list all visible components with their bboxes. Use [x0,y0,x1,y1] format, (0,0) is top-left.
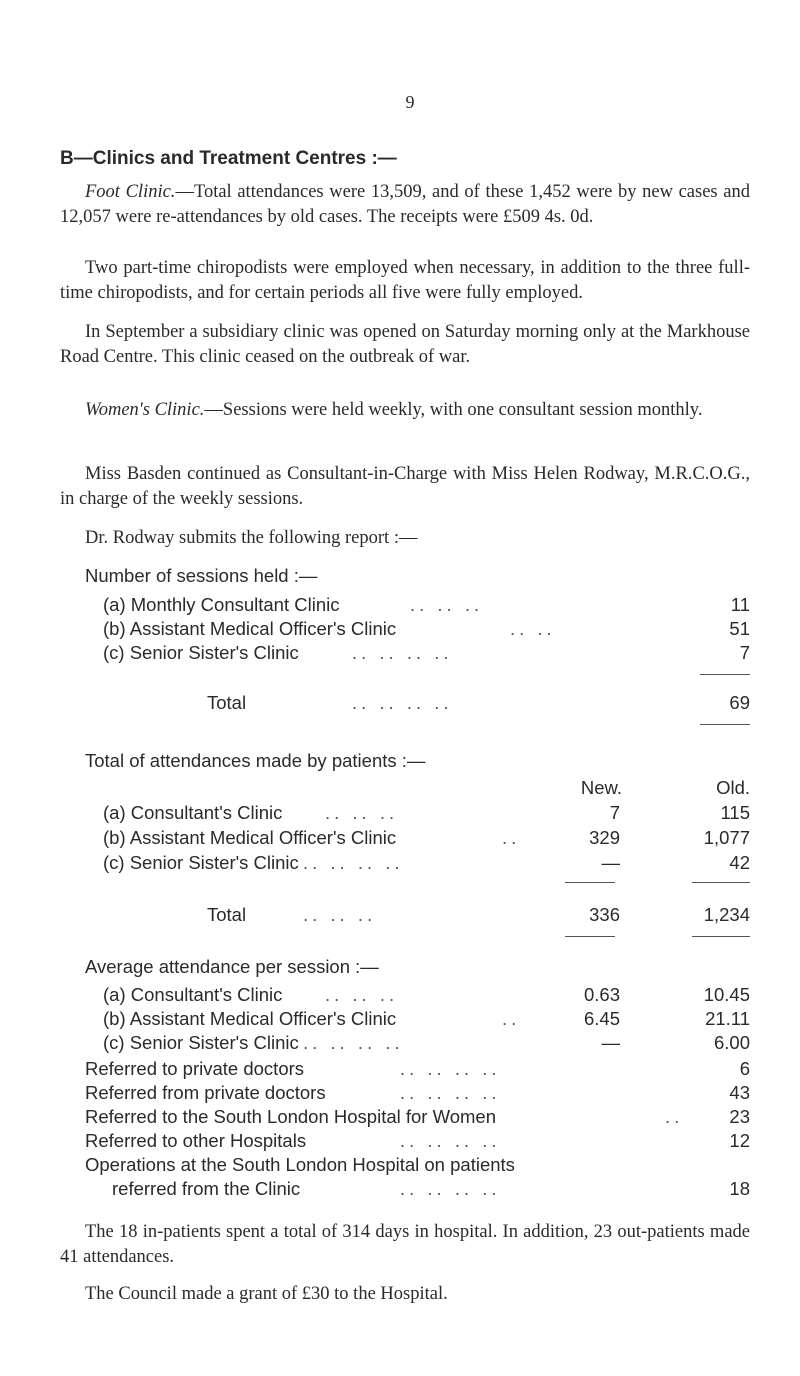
section-heading: B—Clinics and Treatment Centres :— [60,148,397,169]
referral-label: Referred to private doctors [85,1058,305,1079]
average-old-value: 21.11 [705,1008,750,1029]
referral-row [60,1106,750,1131]
leader-dots: .. .. .. .. [352,692,453,713]
sum-rule [700,674,750,675]
sessions-row-value: 11 [730,594,750,615]
average-row [60,1008,750,1033]
attendances-header-row [60,777,750,802]
womens-clinic-title: Women's Clinic. [85,400,205,420]
leader-dots: .. .. .. [325,984,399,1005]
column-new-header: New. [580,777,622,798]
sessions-row-value: 7 [739,642,750,663]
attendances-title: Total of attendances made by patients :— [85,750,426,771]
subsidiary-clinic-paragraph: In September a subsidiary clinic was opened on Saturday morning only at the Markhouse Road Centre. This clinic ceased on the outbreak of war. [60,322,750,367]
leader-dots: .. .. .. .. [400,1178,501,1199]
operations-label-line1: Operations at the South London Hospital on patients [85,1154,515,1175]
referral-row [60,1130,750,1155]
attendances-old-value: 115 [720,802,750,823]
operations-row-line1 [60,1154,750,1179]
sessions-row-value: 51 [729,618,750,639]
sessions-row [60,642,750,667]
average-title: Average attendance per session :— [85,956,379,977]
referral-value: 12 [729,1130,750,1151]
average-row-label: (a) Consultant's Clinic [103,984,283,1005]
sessions-row-label: (a) Monthly Consultant Clinic [103,594,340,615]
consultant-paragraph: Miss Basden continued as Consultant-in-Charge with Miss Helen Rodway, M.R.C.O.G., in charge of the weekly sessions. [60,464,750,509]
referral-label: Referred from private doctors [85,1082,326,1103]
attendances-row-label: (c) Senior Sister's Clinic [103,852,299,873]
attendances-new-value: 329 [589,827,620,848]
attendances-total-label: Total [207,904,247,925]
report-intro: Dr. Rodway submits the following report :— [85,528,418,548]
referral-row [60,1058,750,1083]
referral-label: Referred to the South London Hospital for Women [85,1106,497,1127]
inpatients-paragraph: The 18 in-patients spent a total of 314 days in hospital. In addition, 23 out-patients made 41 attendances. [60,1222,750,1267]
operations-value: 18 [729,1178,750,1199]
average-row [60,984,750,1009]
leader-dots: .. [502,827,521,848]
leader-dots: .. .. [510,618,556,639]
sessions-row-label: (c) Senior Sister's Clinic [103,642,299,663]
sum-rule [692,936,750,937]
average-row-label: (c) Senior Sister's Clinic [103,1032,299,1053]
sum-rule [565,882,615,883]
attendances-new-value: — [601,852,620,873]
operations-row-line2 [60,1178,750,1203]
attendances-row [60,827,750,852]
average-old-value: 10.45 [703,984,750,1005]
foot-clinic-text: —Total attendances were 13,509, and of these 1,452 were by new cases and 12,057 were re-attendances by old cases. The receipts were £509 4s. 0d. [60,182,750,227]
leader-dots: .. [665,1106,684,1127]
leader-dots: .. .. .. .. [303,852,404,873]
foot-clinic-title: Foot Clinic. [85,182,176,202]
page-number: 9 [405,92,415,112]
womens-clinic-paragraph [60,398,750,423]
attendances-old-value: 1,077 [703,827,750,848]
leader-dots: .. .. .. [303,904,377,925]
attendances-total-row [60,904,750,929]
leader-dots: .. .. .. .. [352,642,453,663]
sum-rule [565,936,615,937]
foot-clinic-paragraph [60,180,750,230]
attendances-row-label: (b) Assistant Medical Officer's Clinic [103,827,397,848]
attendances-row-label: (a) Consultant's Clinic [103,802,283,823]
attendances-new-value: 7 [609,802,620,823]
sum-rule [700,724,750,725]
sessions-title: Number of sessions held :— [85,565,318,586]
average-new-value: 0.63 [583,984,620,1005]
leader-dots: .. .. .. .. [303,1032,404,1053]
attendances-total-new: 336 [589,904,620,925]
sum-rule [692,882,750,883]
sessions-total-label: Total [207,692,247,713]
chiropodists-paragraph: Two part-time chiropodists were employed when necessary, in addition to the three full-time chiropodists, and for certain periods all five were fully employed. [60,258,750,303]
sessions-row-label: (b) Assistant Medical Officer's Clinic [103,618,397,639]
referral-label: Referred to other Hospitals [85,1130,307,1151]
leader-dots: .. .. .. [410,594,484,615]
column-old-header: Old. [716,777,750,798]
average-row-label: (b) Assistant Medical Officer's Clinic [103,1008,397,1029]
leader-dots: .. .. .. [325,802,399,823]
leader-dots: .. .. .. .. [400,1130,501,1151]
average-new-value: 6.45 [583,1008,620,1029]
leader-dots: .. [502,1008,521,1029]
attendances-row [60,802,750,827]
sessions-row [60,618,750,643]
average-old-value: 6.00 [713,1032,750,1053]
grant-paragraph: The Council made a grant of £30 to the Hospital. [85,1284,448,1304]
leader-dots: .. .. .. .. [400,1082,501,1103]
referral-row [60,1082,750,1107]
leader-dots: .. .. .. .. [400,1058,501,1079]
average-new-value: — [601,1032,620,1053]
attendances-row [60,852,750,877]
attendances-total-old: 1,234 [703,904,750,925]
referral-value: 43 [729,1082,750,1103]
average-row [60,1032,750,1057]
sessions-total-row [60,692,750,717]
operations-label-line2: referred from the Clinic [112,1178,301,1199]
attendances-old-value: 42 [729,852,750,873]
referral-value: 6 [739,1058,750,1079]
sessions-row [60,594,750,619]
sessions-total-value: 69 [729,692,750,713]
womens-clinic-text: —Sessions were held weekly, with one consultant session monthly. [204,400,703,420]
referral-value: 23 [729,1106,750,1127]
